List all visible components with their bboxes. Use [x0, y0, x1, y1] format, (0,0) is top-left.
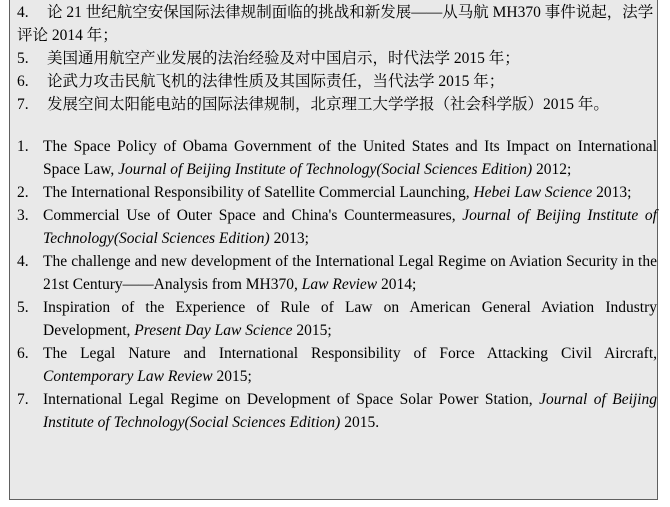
item-number: 4.: [17, 253, 29, 270]
item-title: Commercial Use of Outer Space and China's Countermeasures,: [43, 207, 463, 224]
english-publication-list: [17, 135, 657, 434]
item-number: 1.: [17, 138, 29, 155]
item-title: The challenge and new development of the International Legal Regime on Aviation Security in the 21st Century——Analysis from MH370,: [43, 253, 657, 293]
list-item: [17, 70, 657, 93]
item-year: 2015;: [292, 322, 332, 339]
item-title: International Legal Regime on Development of Space Solar Power Station,: [43, 391, 540, 408]
item-title: The Legal Nature and International Responsibility of Force Attacking Civil Aircraft,: [43, 345, 657, 362]
item-number: 5.: [17, 50, 29, 67]
list-item: [17, 181, 657, 204]
item-number: 6.: [17, 345, 29, 362]
item-title: Inspiration of the Experience of Rule of Law on American General Aviation Industry Development,: [43, 299, 657, 339]
list-item: [17, 204, 657, 250]
item-year: 2013;: [269, 230, 309, 247]
item-text: 论 21 世纪航空安保国际法律规制面临的挑战和新发展——从马航 MH370 事件说起，法学评论 2014 年；: [17, 4, 654, 44]
list-item: [17, 135, 657, 181]
list-item: [17, 342, 657, 388]
list-item: [17, 47, 657, 70]
item-number: 7.: [17, 391, 29, 408]
item-number: 2.: [17, 184, 29, 201]
item-journal: Law Review: [301, 276, 378, 293]
item-number: 6.: [17, 73, 29, 90]
item-journal: Journal of Beijing Institute of Technology(Social Sciences Edition): [43, 391, 657, 431]
item-text: 美国通用航空产业发展的法治经验及对中国启示，时代法学 2015 年；: [47, 50, 520, 67]
item-year: 2014;: [377, 276, 417, 293]
item-number: 3.: [17, 207, 29, 224]
item-journal: Journal of Beijing Institute of Technology(Social Sciences Edition): [118, 161, 533, 178]
item-year: 2015;: [212, 368, 252, 385]
item-number: 5.: [17, 299, 29, 316]
item-title: The Space Policy of Obama Government of the United States and Its Impact on International Space Law,: [43, 138, 657, 178]
list-item: [17, 93, 657, 116]
list-item: [17, 250, 657, 296]
item-text: 论武力攻击民航飞机的法律性质及其国际责任，当代法学 2015 年；: [47, 73, 505, 90]
item-number: 4.: [17, 4, 29, 21]
item-journal: Contemporary Law Review: [43, 368, 213, 385]
item-year: 2013;: [592, 184, 632, 201]
item-journal: Present Day Law Science: [134, 322, 293, 339]
list-item: [17, 296, 657, 342]
chinese-publication-list: [17, 1, 657, 116]
item-year: 2012;: [532, 161, 572, 178]
item-year: 2015.: [340, 414, 380, 431]
item-journal: Hebei Law Science: [473, 184, 593, 201]
list-item: [17, 1, 657, 47]
item-text: 发展空间太阳能电站的国际法律规制，北京理工大学学报（社会科学版）2015 年。: [47, 96, 609, 113]
list-item: [17, 388, 657, 434]
item-number: 7.: [17, 96, 29, 113]
item-title: The International Responsibility of Satellite Commercial Launching,: [43, 184, 474, 201]
item-journal: Journal of Beijing Institute of Technology(Social Sciences Edition): [43, 207, 657, 247]
